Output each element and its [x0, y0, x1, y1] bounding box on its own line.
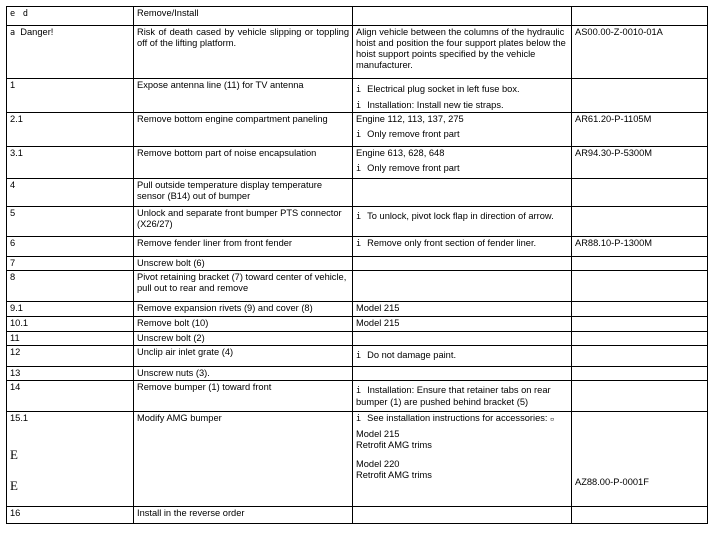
note-line: Retrofit AMG trims [356, 440, 432, 450]
note-line: Model 215 [356, 429, 400, 439]
header-notes-cell [353, 7, 572, 26]
header-mark-e: e [10, 9, 16, 19]
step-number: 16 [7, 507, 134, 524]
table-header-row [7, 7, 708, 26]
step-number: 11 [7, 332, 134, 346]
table-row [7, 179, 708, 207]
notes-cell [353, 257, 572, 271]
reference-cell [572, 332, 708, 346]
step-number: 7 [7, 257, 134, 271]
note-line: Engine 112, 113, 137, 275 [356, 114, 464, 124]
step-cell [7, 26, 134, 79]
table-row [7, 507, 708, 524]
action-cell: Unclip air inlet grate (4) [134, 346, 353, 367]
danger-icon: a [10, 28, 16, 38]
step-number: 15.1 [10, 413, 29, 423]
action-cell: Modify AMG bumper [134, 412, 353, 507]
notes-cell: Model 215 [353, 317, 572, 332]
step-number: 5 [7, 207, 134, 237]
notes-cell [353, 332, 572, 346]
step-number: 13 [7, 367, 134, 381]
step-number: 8 [7, 271, 134, 302]
table-row [7, 332, 708, 346]
action-cell: Remove bottom part of noise encapsulation [134, 147, 353, 179]
note-line: Model 220 [356, 459, 400, 469]
step-number: 9.1 [7, 302, 134, 317]
notes-cell [353, 237, 572, 257]
note-line: i Only remove front part [356, 163, 460, 174]
reference-cell [572, 179, 708, 207]
reference-cell [572, 346, 708, 367]
step-number: Danger! [20, 27, 54, 37]
info-icon: i [356, 101, 362, 111]
action-cell: Unscrew bolt (6) [134, 257, 353, 271]
notes-cell [353, 207, 572, 237]
header-step-cell [7, 7, 134, 26]
note-line: i See installation instructions for accessories: ▫ [356, 413, 555, 424]
reference-cell [572, 412, 708, 507]
notes-cell [353, 79, 572, 113]
info-icon: i [356, 239, 362, 249]
notes-cell [353, 271, 572, 302]
reference-link[interactable]: AR94.30-P-5300M [572, 147, 708, 179]
step-number: 3.1 [7, 147, 134, 179]
table-row [7, 271, 708, 302]
note-line: i To unlock, pivot lock flap in direction of arrow. [356, 211, 554, 222]
info-icon: i [356, 130, 362, 140]
notes-cell: Model 215 [353, 302, 572, 317]
table-row [7, 26, 708, 79]
note-line: Retrofit AMG trims [356, 470, 432, 480]
table-row [7, 367, 708, 381]
notes-cell: Align vehicle between the columns of the hydraulic hoist and position the four support plates below the hoist support points specified by the vehicle manufacturer. [353, 26, 572, 79]
info-icon: i [356, 414, 362, 424]
table-row [7, 346, 708, 367]
note-line: i Installation: Install new tie straps. [356, 100, 504, 111]
step-cell [7, 412, 134, 507]
table-row [7, 147, 708, 179]
step-number: 12 [7, 346, 134, 367]
reference-cell [572, 271, 708, 302]
action-cell: Pivot retaining bracket (7) toward center of vehicle, pull out to rear and remove [134, 271, 353, 302]
note-line: i Installation: Ensure that retainer tabs on rear bumper (1) are pushed behind bracket (5) [356, 385, 551, 407]
action-cell: Risk of death cased by vehicle slipping or toppling off of the lifting platform. [134, 26, 353, 79]
reference-cell [572, 367, 708, 381]
reference-link[interactable]: AS00.00-Z-0010-01A [572, 26, 708, 79]
reference-cell [572, 79, 708, 113]
notes-cell [353, 147, 572, 179]
table-row [7, 302, 708, 317]
action-cell: Expose antenna line (11) for TV antenna [134, 79, 353, 113]
note-line: i Only remove front part [356, 129, 460, 140]
table-row [7, 79, 708, 113]
info-icon: i [356, 164, 362, 174]
action-cell: Unscrew nuts (3). [134, 367, 353, 381]
reference-cell [572, 257, 708, 271]
action-cell: Remove bumper (1) toward front [134, 381, 353, 412]
table-row [7, 237, 708, 257]
info-icon: i [356, 85, 362, 95]
e-mark-icon: E [10, 478, 18, 493]
reference-link[interactable]: AZ88.00-P-0001F [575, 477, 649, 487]
table-row [7, 317, 708, 332]
table-row [7, 207, 708, 237]
header-mark-d: d [22, 9, 28, 19]
note-line: Engine 613, 628, 648 [356, 148, 445, 158]
step-number: 2.1 [7, 113, 134, 147]
table-row [7, 381, 708, 412]
action-cell: Unlock and separate front bumper PTS connector (X26/27) [134, 207, 353, 237]
header-title-cell: Remove/Install [134, 7, 353, 26]
step-number: 10.1 [7, 317, 134, 332]
reference-cell [572, 207, 708, 237]
reference-cell [572, 507, 708, 524]
notes-cell [353, 507, 572, 524]
info-icon: i [356, 212, 362, 222]
action-cell: Unscrew bolt (2) [134, 332, 353, 346]
action-cell: Remove bottom engine compartment paneling [134, 113, 353, 147]
step-number: 4 [7, 179, 134, 207]
procedure-table [6, 6, 708, 524]
notes-cell [353, 113, 572, 147]
table-row [7, 412, 708, 507]
link-box-icon[interactable]: ▫ [550, 415, 555, 423]
reference-cell [572, 302, 708, 317]
reference-cell [572, 381, 708, 412]
note-line: i Electrical plug socket in left fuse box. [356, 84, 520, 95]
notes-cell [353, 179, 572, 207]
action-cell: Remove fender liner from front fender [134, 237, 353, 257]
action-cell: Remove bolt (10) [134, 317, 353, 332]
reference-cell [572, 317, 708, 332]
e-mark-icon: E [10, 447, 18, 462]
info-icon: i [356, 386, 362, 396]
info-icon: i [356, 351, 362, 361]
repair-procedure-document [6, 6, 708, 524]
table-row [7, 257, 708, 271]
note-line: Remove only front section of fender liner. [367, 238, 537, 248]
step-number: 6 [7, 237, 134, 257]
action-cell: Pull outside temperature display temperature sensor (B14) out of bumper [134, 179, 353, 207]
notes-cell [353, 381, 572, 412]
notes-cell [353, 412, 572, 507]
action-cell: Remove expansion rivets (9) and cover (8) [134, 302, 353, 317]
notes-cell [353, 367, 572, 381]
header-ref-cell [572, 7, 708, 26]
step-number: 14 [7, 381, 134, 412]
reference-link[interactable]: AR61.20-P-1105M [572, 113, 708, 147]
action-cell: Install in the reverse order [134, 507, 353, 524]
reference-link[interactable]: AR88.10-P-1300M [572, 237, 708, 257]
note-line: i Do not damage paint. [356, 350, 457, 361]
table-row [7, 113, 708, 147]
step-number: 1 [7, 79, 134, 113]
notes-cell [353, 346, 572, 367]
